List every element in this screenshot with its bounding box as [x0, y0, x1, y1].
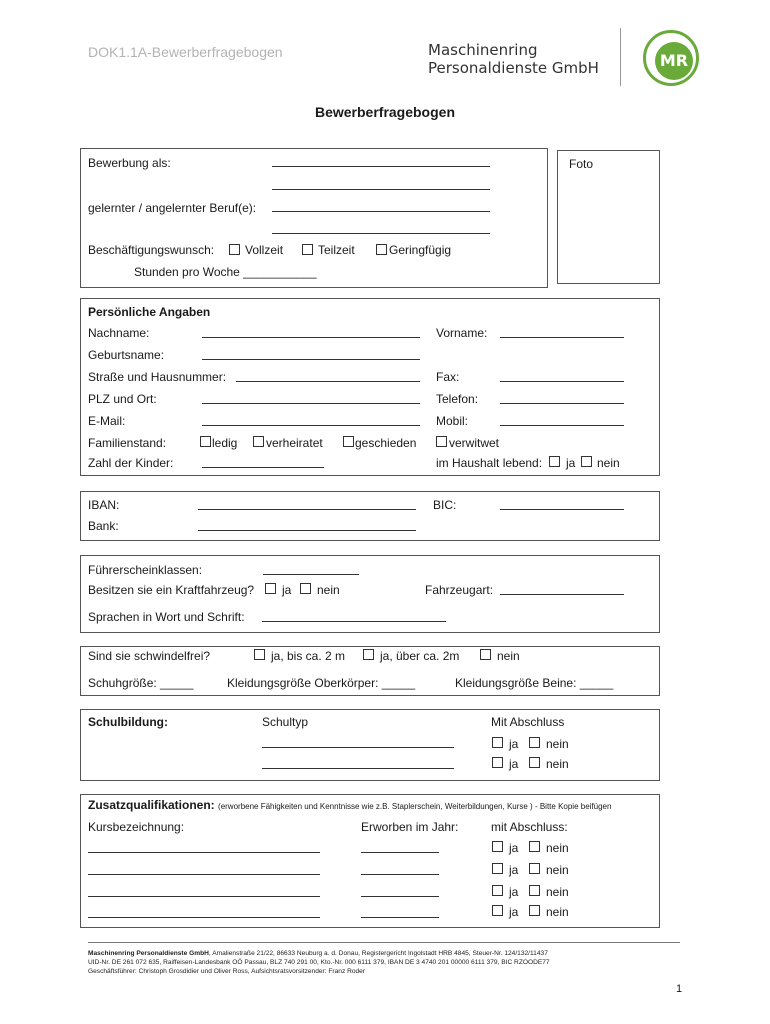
school-1-ja-label: ja: [509, 737, 519, 751]
label-fahrzeugart: Fahrzeugart:: [425, 583, 494, 597]
strasse-field[interactable]: [236, 381, 420, 382]
jahr-field-4[interactable]: [361, 917, 439, 918]
geringfuegig-label: Geringfügig: [389, 243, 452, 257]
kurs-field-4[interactable]: [88, 917, 320, 918]
kurs-2-nein-checkbox[interactable]: [529, 863, 540, 874]
company-name-line2: Personaldienste GmbH: [428, 59, 599, 77]
extra-heading: Zusatzqualifikationen:: [88, 798, 215, 812]
kurs-4-nein-label: nein: [546, 905, 569, 919]
label-kinder: Zahl der Kinder:: [88, 456, 174, 470]
kurs-header: Kursbezeichnung:: [88, 820, 185, 834]
ledig-checkbox[interactable]: [200, 436, 211, 447]
kurs-1-nein-label: nein: [546, 841, 569, 855]
footer-line-2: UID-Nr. DE 261 072 635, Raiffeisen-Landesbank OÖ Passau, BLZ 740 291 00, Kto.-Nr. 000 6111 379, IBAN DE 3 4740 201 00000 6111 379, BIC RZOODE77: [88, 959, 550, 966]
teilzeit-label: Teilzeit: [318, 243, 355, 257]
label-oberkoerper: Kleidungsgröße Oberkörper: _____: [227, 676, 416, 690]
haushalt-ja-label: ja: [566, 456, 576, 470]
kurs-4-ja-label: ja: [509, 905, 519, 919]
jahr-field-2[interactable]: [361, 874, 439, 875]
vollzeit-label: Vollzeit: [245, 243, 284, 257]
schwindel-opt1-label: ja, bis ca. 2 m: [271, 649, 346, 663]
verwitwet-checkbox[interactable]: [436, 436, 447, 447]
kurs-1-nein-checkbox[interactable]: [529, 841, 540, 852]
haushalt-ja-checkbox[interactable]: [549, 456, 560, 467]
document-id: DOK1.1A-Bewerberfragebogen: [88, 44, 283, 60]
verheiratet-label: verheiratet: [266, 436, 323, 450]
bewerbung-als-field-2[interactable]: [272, 189, 490, 190]
verheiratet-checkbox[interactable]: [253, 436, 264, 447]
beruf-field-1[interactable]: [272, 211, 490, 212]
haushalt-nein-label: nein: [597, 456, 620, 470]
label-strasse: Straße und Hausnummer:: [88, 370, 227, 384]
erworben-header: Erworben im Jahr:: [361, 820, 459, 834]
kurs-2-nein-label: nein: [546, 863, 569, 877]
school-heading: Schulbildung:: [88, 715, 168, 729]
label-sprachen: Sprachen in Wort und Schrift:: [88, 610, 245, 624]
label-email: E-Mail:: [88, 414, 126, 428]
bic-field[interactable]: [500, 509, 624, 510]
school-2-nein-label: nein: [546, 757, 569, 771]
mr-logo-icon: [643, 30, 699, 86]
kinder-field[interactable]: [202, 467, 324, 468]
bank-section: [80, 491, 660, 541]
photo-label: Foto: [569, 157, 594, 171]
label-schuhgroesse: Schuhgröße: _____: [88, 676, 194, 690]
header-divider: [620, 28, 621, 86]
school-1-nein-label: nein: [546, 737, 569, 751]
iban-field[interactable]: [198, 509, 416, 510]
label-plz: PLZ und Ort:: [88, 392, 157, 406]
ledig-label: ledig: [212, 436, 238, 450]
haushalt-nein-checkbox[interactable]: [581, 456, 592, 467]
plz-field[interactable]: [202, 403, 420, 404]
geschieden-label: geschieden: [355, 436, 417, 450]
schwindel-opt1-checkbox[interactable]: [254, 649, 265, 660]
geburtsname-field[interactable]: [202, 359, 420, 360]
mobil-field[interactable]: [500, 425, 624, 426]
extra-note: (erworbene Fähigkeiten und Kenntnisse wie z.B. Staplerschein, Weiterbildungen, Kurse ) - Bitte Kopie beifügen: [218, 802, 612, 811]
kurs-field-1[interactable]: [88, 852, 320, 853]
fahrzeugart-field[interactable]: [500, 594, 624, 595]
footer-line-1: [88, 950, 548, 959]
extra-heading-row: [88, 798, 611, 812]
kurs-3-ja-checkbox[interactable]: [492, 885, 503, 896]
school-abschluss-header: Mit Abschluss: [491, 715, 565, 729]
beruf-field-2[interactable]: [272, 233, 490, 234]
school-type-header: Schultyp: [262, 715, 309, 729]
kurs-3-nein-label: nein: [546, 885, 569, 899]
company-name-line1: Maschinenring: [428, 41, 538, 59]
label-bewerbung-als: Bewerbung als:: [88, 156, 171, 170]
stunden-pro-woche: Stunden pro Woche ___________: [134, 265, 317, 279]
footer-address: , Amalienstraße 21/22, 86633 Neuburg a. d. Donau, Registergericht Ingolstadt HRB 4845, Steuer-Nr. 124/132/11437: [208, 950, 548, 957]
abschluss-header: mit Abschluss:: [491, 820, 568, 834]
bank-field[interactable]: [198, 530, 416, 531]
vorname-field[interactable]: [500, 337, 624, 338]
telefon-field[interactable]: [500, 403, 624, 404]
kurs-1-ja-label: ja: [509, 841, 519, 855]
school-2-nein-checkbox[interactable]: [529, 757, 540, 768]
kurs-4-nein-checkbox[interactable]: [529, 905, 540, 916]
verwitwet-label: verwitwet: [449, 436, 500, 450]
logo-text: MR: [655, 42, 693, 80]
label-iban: IBAN:: [88, 498, 120, 512]
label-bank: Bank:: [88, 519, 119, 533]
label-vorname: Vorname:: [436, 326, 488, 340]
kurs-field-2[interactable]: [88, 874, 320, 875]
fax-field[interactable]: [500, 381, 624, 382]
page-number: 1: [676, 983, 683, 995]
school-1-ja-checkbox[interactable]: [492, 737, 503, 748]
label-fax: Fax:: [436, 370, 460, 384]
teilzeit-checkbox[interactable]: [302, 244, 313, 255]
label-haushalt: im Haushalt lebend:: [436, 456, 543, 470]
jahr-field-1[interactable]: [361, 852, 439, 853]
label-beine: Kleidungsgröße Beine: _____: [455, 676, 614, 690]
school-2-ja-checkbox[interactable]: [492, 757, 503, 768]
footer-rule: [88, 942, 680, 943]
kfz-ja-label: ja: [282, 583, 292, 597]
kurs-2-ja-label: ja: [509, 863, 519, 877]
personal-heading: Persönliche Angaben: [88, 305, 211, 319]
bewerbung-als-field-1[interactable]: [272, 166, 490, 167]
schwindel-opt3-label: nein: [497, 649, 520, 663]
schwindel-opt3-checkbox[interactable]: [480, 649, 491, 660]
kfz-nein-checkbox[interactable]: [300, 583, 311, 594]
kurs-3-ja-label: ja: [509, 885, 519, 899]
label-beschaeftigungswunsch: Beschäftigungswunsch:: [88, 243, 215, 257]
school-type-field-2[interactable]: [262, 768, 454, 769]
vollzeit-checkbox[interactable]: [229, 244, 240, 255]
kfz-nein-label: nein: [317, 583, 340, 597]
label-familienstand: Familienstand:: [88, 436, 167, 450]
page-title: Bewerberfragebogen: [314, 104, 456, 120]
school-2-ja-label: ja: [509, 757, 519, 771]
footer-company: Maschinenring Personaldienste GmbH: [88, 950, 209, 957]
kurs-2-ja-checkbox[interactable]: [492, 863, 503, 874]
extra-section: [80, 794, 660, 928]
kurs-1-ja-checkbox[interactable]: [492, 841, 503, 852]
jahr-field-3[interactable]: [361, 896, 439, 897]
school-type-field-1[interactable]: [262, 747, 454, 748]
label-geburtsname: Geburtsname:: [88, 348, 165, 362]
schwindel-opt2-label: ja, über ca. 2m: [380, 649, 460, 663]
school-1-nein-checkbox[interactable]: [529, 737, 540, 748]
geschieden-checkbox[interactable]: [343, 436, 354, 447]
label-beruf: gelernter / angelernter Beruf(e):: [88, 201, 257, 215]
kurs-4-ja-checkbox[interactable]: [492, 905, 503, 916]
label-schwindelfrei: Sind sie schwindelfrei?: [88, 649, 211, 663]
fuehrerschein-field[interactable]: [263, 574, 359, 575]
label-fuehrerschein: Führerscheinklassen:: [88, 563, 203, 577]
label-telefon: Telefon:: [436, 392, 479, 406]
email-field[interactable]: [202, 425, 420, 426]
kurs-3-nein-checkbox[interactable]: [529, 885, 540, 896]
label-nachname: Nachname:: [88, 326, 150, 340]
nachname-field[interactable]: [202, 337, 420, 338]
sprachen-field[interactable]: [262, 621, 446, 622]
geringfuegig-checkbox[interactable]: [376, 244, 387, 255]
label-kfz: Besitzen sie ein Kraftfahrzeug?: [88, 583, 255, 597]
kfz-ja-checkbox[interactable]: [265, 583, 276, 594]
schwindel-opt2-checkbox[interactable]: [363, 649, 374, 660]
label-mobil: Mobil:: [436, 414, 469, 428]
footer-line-3: Geschäftsführer: Christoph Grosdidier und Oliver Ross, Aufsichtsratsvorsitzender: Franz Roder: [88, 968, 366, 975]
kurs-field-3[interactable]: [88, 896, 320, 897]
label-bic: BIC:: [433, 498, 457, 512]
